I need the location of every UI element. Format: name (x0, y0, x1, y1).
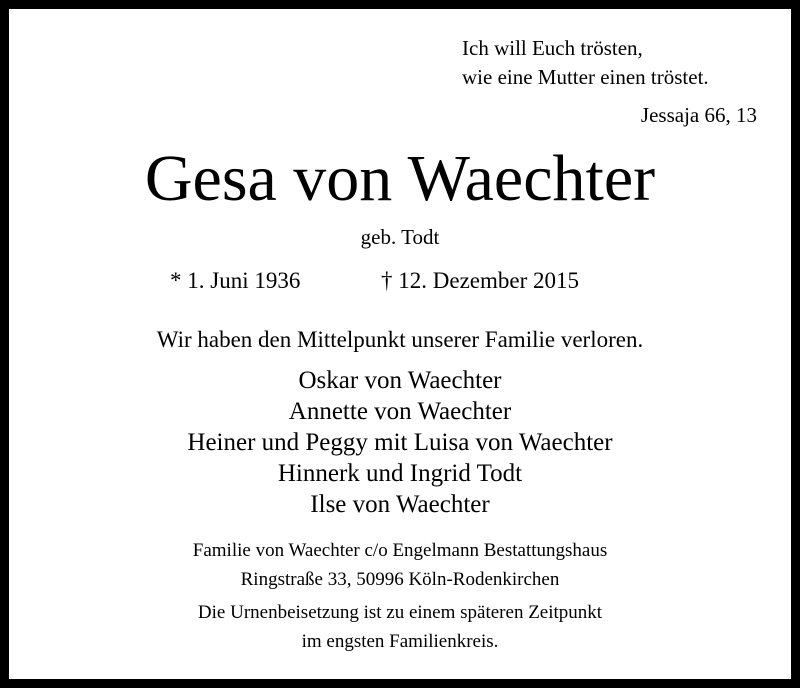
burial-note-line-1: Die Urnenbeisetzung ist zu einem späteren Zeitpunkt (197, 602, 603, 623)
mourning-statement: Wir haben den Mittelpunkt unserer Familie verloren. (156, 327, 644, 352)
mourner: Hinnerk und Ingrid Todt (277, 460, 523, 487)
bible-quote-line-1: Ich will Euch trösten, (462, 36, 643, 60)
bible-quote-line-2: wie eine Mutter einen tröstet. (462, 65, 709, 89)
birth-name: geb. Todt (360, 225, 440, 249)
death-date: † 12. Dezember 2015 (381, 268, 579, 293)
birth-date: * 1. Juni 1936 (170, 268, 301, 293)
life-dates (0, 264, 800, 298)
mourner: Heiner und Peggy mit Luisa von Waechter (187, 429, 613, 456)
mourner: Oskar von Waechter (298, 367, 502, 394)
bible-quote-source: Jessaja 66, 13 (640, 103, 757, 127)
mourner: Annette von Waechter (288, 398, 512, 425)
mourners-list (0, 365, 800, 520)
address-line-1: Familie von Waechter c/o Engelmann Bestattungshaus (192, 540, 608, 561)
bible-quote (462, 34, 709, 92)
burial-note (0, 598, 800, 656)
deceased-name: Gesa von Waechter (144, 142, 656, 215)
burial-note-line-2: im engsten Familienkreis. (301, 631, 499, 652)
address-line-2: Ringstraße 33, 50996 Köln-Rodenkirchen (240, 569, 560, 590)
contact-address (0, 536, 800, 594)
mourner: Ilse von Waechter (310, 491, 490, 518)
